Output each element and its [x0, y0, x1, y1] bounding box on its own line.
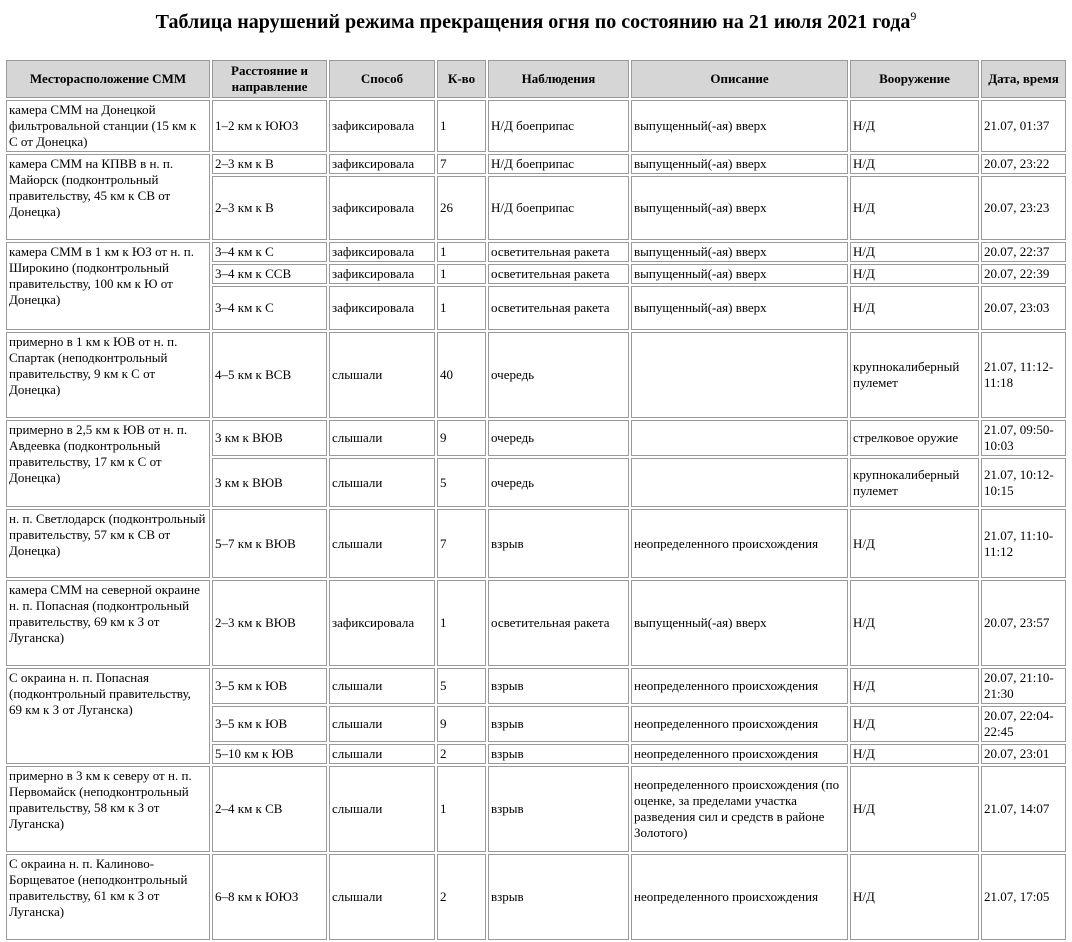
distance-cell: 5–7 км к ВЮВ [212, 509, 327, 578]
datetime-cell: 21.07, 11:12-11:18 [981, 332, 1066, 418]
observation-cell: взрыв [488, 509, 629, 578]
qty-cell: 2 [437, 744, 486, 764]
qty-cell: 26 [437, 176, 486, 240]
method-cell: слышали [329, 766, 435, 852]
table-row [6, 154, 1066, 174]
location-cell: примерно в 1 км к ЮВ от н. п. Спартак (неподконтрольный правительству, 9 км к С от Донецка) [6, 332, 210, 418]
table-row [6, 509, 1066, 578]
weapon-cell: стрелковое оружие [850, 420, 979, 456]
weapon-cell: Н/Д [850, 264, 979, 284]
qty-cell: 7 [437, 154, 486, 174]
description-cell: неопределенного происхождения [631, 668, 848, 704]
table-row [6, 100, 1066, 152]
qty-cell: 1 [437, 100, 486, 152]
method-cell: зафиксировала [329, 264, 435, 284]
header-description: Описание [631, 60, 848, 98]
page-title [0, 8, 1072, 38]
observation-cell: Н/Д боеприпас [488, 176, 629, 240]
distance-cell: 5–10 км к ЮВ [212, 744, 327, 764]
description-cell: выпущенный(-ая) вверх [631, 264, 848, 284]
header-qty: К-во [437, 60, 486, 98]
weapon-cell: крупнокалиберный пулемет [850, 332, 979, 418]
method-cell: зафиксировала [329, 242, 435, 262]
distance-cell: 2–4 км к СВ [212, 766, 327, 852]
qty-cell: 9 [437, 706, 486, 742]
distance-cell: 2–3 км к ВЮВ [212, 580, 327, 666]
observation-cell: осветительная ракета [488, 580, 629, 666]
table-body [6, 100, 1066, 940]
description-cell: выпущенный(-ая) вверх [631, 176, 848, 240]
description-cell: неопределенного происхождения [631, 854, 848, 940]
datetime-cell: 20.07, 23:01 [981, 744, 1066, 764]
qty-cell: 5 [437, 668, 486, 704]
header-row [6, 60, 1066, 98]
distance-cell: 2–3 км к В [212, 176, 327, 240]
distance-cell: 3–5 км к ЮВ [212, 668, 327, 704]
table-row [6, 332, 1066, 418]
observation-cell: осветительная ракета [488, 264, 629, 284]
datetime-cell: 20.07, 23:23 [981, 176, 1066, 240]
description-cell: выпущенный(-ая) вверх [631, 580, 848, 666]
weapon-cell: Н/Д [850, 766, 979, 852]
datetime-cell: 20.07, 23:57 [981, 580, 1066, 666]
datetime-cell: 21.07, 10:12-10:15 [981, 458, 1066, 507]
distance-cell: 1–2 км к ЮЮЗ [212, 100, 327, 152]
weapon-cell: Н/Д [850, 100, 979, 152]
weapon-cell: Н/Д [850, 668, 979, 704]
description-cell: неопределенного происхождения (по оценке, за пределами участка разведения сил и средств в районе Золотого) [631, 766, 848, 852]
method-cell: слышали [329, 668, 435, 704]
observation-cell: очередь [488, 458, 629, 507]
datetime-cell: 20.07, 22:04-22:45 [981, 706, 1066, 742]
header-location: Месторасположение СММ [6, 60, 210, 98]
method-cell: слышали [329, 509, 435, 578]
datetime-cell: 21.07, 09:50-10:03 [981, 420, 1066, 456]
header-observation: Наблюдения [488, 60, 629, 98]
table-row [6, 766, 1066, 852]
distance-cell: 3–4 км к С [212, 286, 327, 330]
qty-cell: 7 [437, 509, 486, 578]
location-cell: С окраина н. п. Попасная (подконтрольный правительству, 69 км к З от Луганска) [6, 668, 210, 764]
datetime-cell: 20.07, 22:37 [981, 242, 1066, 262]
method-cell: слышали [329, 854, 435, 940]
method-cell: слышали [329, 420, 435, 456]
qty-cell: 1 [437, 264, 486, 284]
datetime-cell: 21.07, 01:37 [981, 100, 1066, 152]
weapon-cell: Н/Д [850, 242, 979, 262]
weapon-cell: Н/Д [850, 286, 979, 330]
method-cell: зафиксировала [329, 176, 435, 240]
observation-cell: осветительная ракета [488, 242, 629, 262]
qty-cell: 1 [437, 286, 486, 330]
table-row [6, 420, 1066, 456]
header-method: Способ [329, 60, 435, 98]
method-cell: зафиксировала [329, 100, 435, 152]
qty-cell: 2 [437, 854, 486, 940]
observation-cell: взрыв [488, 668, 629, 704]
header-weapon: Вооружение [850, 60, 979, 98]
qty-cell: 9 [437, 420, 486, 456]
location-cell: камера СММ в 1 км к ЮЗ от н. п. Широкино (подконтрольный правительству, 100 км к Ю от Донецка) [6, 242, 210, 330]
qty-cell: 40 [437, 332, 486, 418]
datetime-cell: 20.07, 21:10-21:30 [981, 668, 1066, 704]
description-cell: выпущенный(-ая) вверх [631, 242, 848, 262]
observation-cell: взрыв [488, 766, 629, 852]
distance-cell: 4–5 км к ВСВ [212, 332, 327, 418]
distance-cell: 3–4 км к ССВ [212, 264, 327, 284]
observation-cell: осветительная ракета [488, 286, 629, 330]
location-cell: камера СММ на Донецкой фильтровальной станции (15 км к С от Донецка) [6, 100, 210, 152]
method-cell: зафиксировала [329, 580, 435, 666]
description-cell: выпущенный(-ая) вверх [631, 154, 848, 174]
observation-cell: взрыв [488, 706, 629, 742]
description-cell [631, 458, 848, 507]
method-cell: слышали [329, 458, 435, 507]
distance-cell: 3 км к ВЮВ [212, 420, 327, 456]
datetime-cell: 21.07, 17:05 [981, 854, 1066, 940]
description-cell: выпущенный(-ая) вверх [631, 286, 848, 330]
location-cell: камера СММ на КПВВ в н. п. Майорск (подконтрольный правительству, 45 км к СВ от Донецка) [6, 154, 210, 240]
table-row [6, 854, 1066, 940]
header-datetime: Дата, время [981, 60, 1066, 98]
description-cell: неопределенного происхождения [631, 744, 848, 764]
qty-cell: 5 [437, 458, 486, 507]
location-cell: камера СММ на северной окраине н. п. Попасная (подконтрольный правительству, 69 км к З от Луганска) [6, 580, 210, 666]
qty-cell: 1 [437, 242, 486, 262]
datetime-cell: 20.07, 22:39 [981, 264, 1066, 284]
datetime-cell: 21.07, 14:07 [981, 766, 1066, 852]
table-row [6, 668, 1066, 704]
method-cell: слышали [329, 706, 435, 742]
observation-cell: взрыв [488, 854, 629, 940]
method-cell: слышали [329, 332, 435, 418]
observation-cell: очередь [488, 420, 629, 456]
observation-cell: взрыв [488, 744, 629, 764]
weapon-cell: Н/Д [850, 744, 979, 764]
weapon-cell: Н/Д [850, 706, 979, 742]
datetime-cell: 20.07, 23:22 [981, 154, 1066, 174]
distance-cell: 3–4 км к С [212, 242, 327, 262]
distance-cell: 3–5 км к ЮВ [212, 706, 327, 742]
qty-cell: 1 [437, 766, 486, 852]
title-text: Таблица нарушений режима прекращения огня по состоянию на 21 июля 2021 года [155, 11, 911, 33]
location-cell: н. п. Светлодарск (подконтрольный правительству, 57 км к СВ от Донецка) [6, 509, 210, 578]
header-distance: Расстояние и направление [212, 60, 327, 98]
datetime-cell: 21.07, 11:10-11:12 [981, 509, 1066, 578]
location-cell: примерно в 2,5 км к ЮВ от н. п. Авдеевка (подконтрольный правительству, 17 км к С от Донецка) [6, 420, 210, 507]
table-row [6, 242, 1066, 262]
table-row [6, 580, 1066, 666]
distance-cell: 3 км к ВЮВ [212, 458, 327, 507]
method-cell: зафиксировала [329, 154, 435, 174]
distance-cell: 6–8 км к ЮЮЗ [212, 854, 327, 940]
weapon-cell: Н/Д [850, 580, 979, 666]
observation-cell: Н/Д боеприпас [488, 154, 629, 174]
description-cell: неопределенного происхождения [631, 706, 848, 742]
weapon-cell: Н/Д [850, 154, 979, 174]
location-cell: примерно в 3 км к северу от н. п. Первомайск (неподконтрольный правительству, 58 км к З от Луганска) [6, 766, 210, 852]
weapon-cell: крупнокалиберный пулемет [850, 458, 979, 507]
description-cell [631, 332, 848, 418]
description-cell [631, 420, 848, 456]
datetime-cell: 20.07, 23:03 [981, 286, 1066, 330]
observation-cell: Н/Д боеприпас [488, 100, 629, 152]
method-cell: слышали [329, 744, 435, 764]
qty-cell: 1 [437, 580, 486, 666]
distance-cell: 2–3 км к В [212, 154, 327, 174]
description-cell: выпущенный(-ая) вверх [631, 100, 848, 152]
weapon-cell: Н/Д [850, 854, 979, 940]
method-cell: зафиксировала [329, 286, 435, 330]
observation-cell: очередь [488, 332, 629, 418]
description-cell: неопределенного происхождения [631, 509, 848, 578]
ceasefire-violations-table [4, 58, 1068, 942]
weapon-cell: Н/Д [850, 176, 979, 240]
footnote-mark: 9 [910, 9, 917, 23]
location-cell: С окраина н. п. Калиново-Борщеватое (неподконтрольный правительству, 61 км к З от Луганска) [6, 854, 210, 940]
weapon-cell: Н/Д [850, 509, 979, 578]
